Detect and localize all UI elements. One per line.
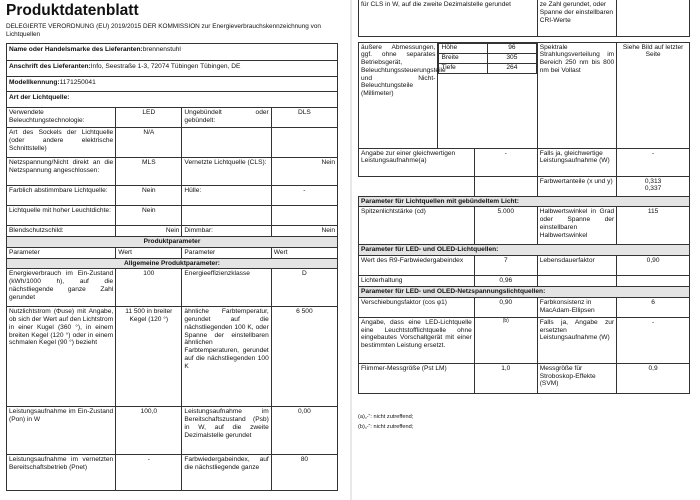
supplier-name-value: brennenstuhl [142,46,181,53]
type-value: Nein [116,186,182,206]
param-value [617,276,690,287]
type-value: DLS [271,108,337,128]
equivalent-power-value: - [474,148,537,176]
type-value: - [271,186,337,206]
page-header [6,0,338,38]
type-value: LED [116,108,182,128]
type-value: Nein [271,226,337,237]
type-value: N/A [116,128,182,158]
param-label: Nutzlichtstrom (Φuse) mit Angabe, ob sich der Wert auf den Lichtstrom in einer Kugel (360 °), in einem breiten Kegel (120 °) oder in einem schmalen Kegel (90 °) bezieht [7,307,116,407]
param-label: Leistungsaufnahme im Ein-Zustand (Pon) in W [7,407,116,455]
param-value: 0,00 [271,407,337,455]
param-label: Farbkonsistenz in MacAdam-Ellipsen [537,297,616,317]
general-param-row [7,269,338,307]
type-row [7,108,338,128]
type-value: Nein [271,158,337,186]
spectral-label: Spektrale Strahlungsverteilung im Bereich 250 nm bis 800 nm bei Vollast [537,42,616,148]
param-value: 100,0 [116,407,182,455]
supplier-address-label: Anschrift des Lieferanten: [9,63,91,70]
type-value [271,128,337,158]
dimension-value: 96 [488,43,537,53]
equivalent-wattage-label: Falls ja, gleichwertige Leistungsaufnahme (W) [537,148,616,176]
type-row [7,158,338,186]
peak-intensity-value: 5.000 [474,207,537,245]
supplier-info-block [6,43,338,108]
type-row [7,206,338,226]
supplier-name-row [7,44,337,60]
light-source-type-row [7,91,337,107]
param-value: 6 500 [271,307,337,407]
general-param-row [7,307,338,407]
type-label: Netzspannung/Nicht direkt an die Netzspannung angeschlossen: [7,158,116,186]
equivalent-wattage-value: - [617,148,690,176]
param-label: Leistungsaufnahme im Bereitschaftszustand (Psb) in W, auf die zweite Dezimalstelle gerundet [182,407,271,455]
param-value: 6 [617,297,690,317]
dimensions-label: äußere Abmessungen, ggf. ohne separates Betriebsgerät, Beleuchtungssteuerungsteile und Nicht-Beleuchtungsteile (Millimeter) [359,42,438,148]
page-title: Produktdatenblatt [6,2,139,19]
param-value: 0,90 [474,297,537,317]
equivalent-power-row [359,148,690,176]
param-label: Wert des R9-Farbwiedergabeindex [359,256,475,276]
type-row [7,186,338,206]
bundled-section-header: Parameter für Lichtquellen mit gebündeltem Licht: [359,196,690,207]
param-value: 0,96 [474,276,537,287]
mains-param-row [359,363,690,393]
model-row [7,76,337,91]
type-label: Verwendete Beleuchtungstechnologie: [7,108,116,128]
equivalent-power-label: Angabe zur einer gleichwertigen Leistungsaufnahme(a) [359,148,475,176]
dimension-name: Breite [439,53,488,63]
general-params-header: Allgemeine Produktparameter: [7,258,338,269]
param-label: Leistungsaufnahme im vernetzten Bereitschaftsbetrieb (Pnet) [7,455,116,491]
param-value: 100 [116,269,182,307]
dimension-row [439,53,536,63]
dimension-name: Höhe [439,43,488,53]
type-label: Dimmbar: [182,226,271,237]
param-value: 11 500 in breiter Kegel (120 °) [116,307,182,407]
dimension-name: Tiefe [439,63,488,73]
supplier-address-value: Info, Seestraße 1-3, 72074 Tübingen Tübingen, DE [90,63,241,70]
mains-section-header: Parameter für LED- und OLED-Netzspannungslichtquellen: [359,287,690,298]
param-label: Lichterhaltung [359,276,475,287]
type-label [182,206,271,226]
type-value: MLS [116,158,182,186]
column-header: Wert [116,247,182,258]
dimension-row [439,63,536,73]
mains-section-row [359,287,690,298]
led-param-row [359,276,690,287]
param-label: Messgröße für Stroboskop-Effekte (SVM) [537,363,616,393]
column-header: Parameter [7,247,116,258]
general-params-header-row [7,258,338,269]
dimension-value: 305 [488,53,537,63]
param-label: Angabe, dass eine LED-Lichtquelle eine Leuchtstofflichtquelle ohne eingebautes Vorschaltgerät mit einer bestimmten Leistung ersetzt. [359,317,475,363]
led-section-header: Parameter für LED- und OLED-Lichtquellen: [359,245,690,256]
type-label: Farblich abstimmbare Lichtquelle: [7,186,116,206]
bundled-section-row [359,196,690,207]
param-label [537,276,616,287]
column-header: Wert [271,247,337,258]
general-param-row [7,407,338,455]
technical-params-table [358,0,690,394]
regulation-subtitle: DELEGIERTE VERORDNUNG (EU) 2019/2015 DER KOMMISSION zur Energieverbrauchskennzeichnung von Lichtquellen [6,23,321,38]
continued-label: für CLS in W, auf die zweite Dezimalstelle gerundet [359,0,538,36]
supplier-address-row [7,60,337,76]
chromaticity-row [359,176,690,196]
bundled-param-row [359,207,690,245]
column-header-row [7,247,338,258]
product-params-header: Produktparameter [7,237,338,248]
peak-intensity-label: Spitzenlichtstärke (cd) [359,207,475,245]
mains-param-row [359,317,690,363]
continued-value [617,0,690,36]
param-value: 7 [474,256,537,276]
type-value [271,206,337,226]
mains-param-row [359,297,690,317]
param-value: 0,9 [617,363,690,393]
type-label: Art des Sockels der Lichtquelle (oder andere elektrische Schnittstelle) [7,128,116,158]
dimensions-row [359,42,690,148]
datasheet-page-2 [352,0,700,500]
type-label: Blendschutzschild: [7,226,116,237]
param-value: - [617,317,690,363]
light-source-type-label: Art der Lichtquelle: [9,94,70,101]
dimension-value: 264 [488,63,537,73]
param-value: D [271,269,337,307]
type-label: Ungebündelt oder gebündelt: [182,108,271,128]
type-row [7,226,338,237]
beam-angle-label: Halbwertswinkel in Grad oder Spanne der einstellbaren Halbwertswinkel [537,207,616,245]
param-value: (b) [474,317,537,363]
type-label: Hülle: [182,186,271,206]
param-label: Energieeffizienzklasse [182,269,271,307]
chromaticity-x: 0,313 [644,177,662,185]
beam-angle-value: 115 [617,207,690,245]
dimensions-values [438,42,537,148]
continued-label: ze Zahl gerundet, oder Spanne der einstellbaren CRI-Werte [537,0,616,36]
param-label: Verschiebungsfaktor (cos φ1) [359,297,475,317]
type-row [7,128,338,158]
continued-row [359,0,690,36]
param-value: 1,0 [474,363,537,393]
light-source-type-table [6,107,338,491]
product-params-header-row [7,237,338,248]
param-value: - [116,455,182,491]
param-value: 80 [271,455,337,491]
type-value: Nein [116,226,182,237]
chromaticity-value [617,176,690,196]
type-label: Vernetzte Lichtquelle (CLS): [182,158,271,186]
dimension-row [439,43,536,53]
param-label: Flimmer-Messgröße (Pst LM) [359,363,475,393]
spectral-value: Siehe Bild auf letzter Seite [617,42,690,148]
general-param-row [7,455,338,491]
footnote: (a)„-“: nicht zutreffend; [358,414,414,420]
empty-cell [474,176,537,196]
empty-cell [359,176,475,196]
param-label: Energieverbrauch im Ein-Zustand (kWh/1000 h), auf die nächstliegende ganze Zahl gerundet [7,269,116,307]
footnote: (b)„-“: nicht zutreffend; [358,424,414,430]
param-value: 0,90 [617,256,690,276]
led-param-row [359,256,690,276]
led-section-row [359,245,690,256]
chromaticity-label: Farbwertanteile (x und y) [537,176,616,196]
param-label: Falls ja, Angabe zur ersetzten Leistungsaufnahme (W) [537,317,616,363]
column-header: Parameter [182,247,271,258]
type-value: Nein [116,206,182,226]
param-label: Farbwiedergabeindex, auf die nächstliegende ganze [182,455,271,491]
model-value: 1171250041 [59,79,96,86]
type-label [182,128,271,158]
supplier-name-label: Name oder Handelsmarke des Lieferanten: [9,46,143,53]
type-label: Lichtquelle mit hoher Leuchtdichte: [7,206,116,226]
param-label: Lebensdauerfaktor [537,256,616,276]
chromaticity-y: 0,337 [644,185,662,193]
param-label: ähnliche Farbtemperatur, gerundet auf die nächstliegenden 100 K, oder Spanne der einstellbaren ähnlichen Farbtemperaturen, gerundet auf die nächstliegenden 100 K [182,307,271,407]
model-label: Modellkennung: [9,79,60,86]
